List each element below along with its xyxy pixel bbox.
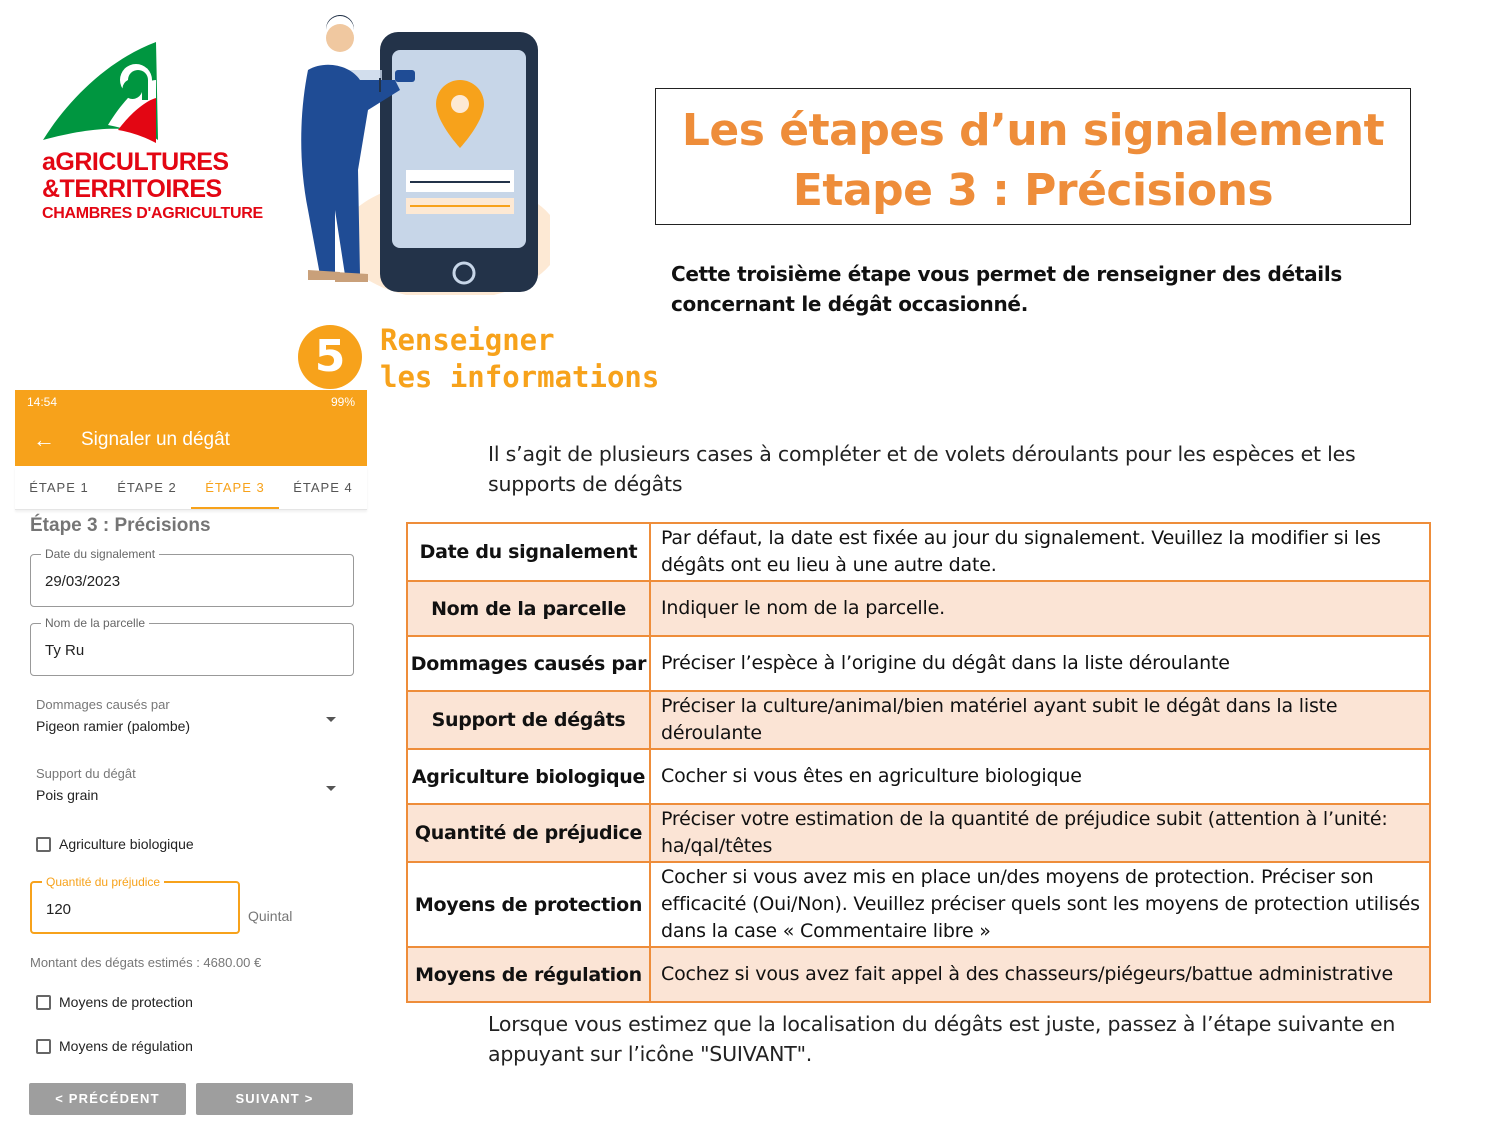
- logo-text: [42, 150, 263, 222]
- quantity-field[interactable]: [30, 875, 240, 934]
- support-select-value: Pois grain: [36, 787, 99, 803]
- dropdown-arrow-icon: [326, 717, 336, 722]
- row-text: Préciser l’espèce à l’origine du dégât dans la liste déroulante: [650, 636, 1430, 691]
- tab-etape-2[interactable]: ÉTAPE 2: [117, 480, 177, 495]
- regulation-label: Moyens de régulation: [59, 1038, 193, 1054]
- paragraph-next-step: Lorsque vous estimez que la localisation du dégâts est juste, passez à l’étape suivante en appuyant sur l’icône "SUIVANT".: [488, 1012, 1396, 1066]
- support-select-label: Support du dégât: [36, 766, 136, 781]
- row-label: Date du signalement: [407, 523, 650, 581]
- field-description-table: [406, 522, 1431, 1003]
- row-text: Cocher si vous avez mis en place un/des moyens de protection. Préciser son efficacité (Oui/Non). Veuillez préciser quels sont les moyens de protection utilisés dans la case « Commentaire libre »: [650, 862, 1430, 947]
- step-number-badge: 5: [298, 325, 362, 389]
- quantity-unit: Quintal: [248, 908, 293, 924]
- paragraph-fields: Il s’agit de plusieurs cases à compléter et de volets déroulants pour les espèces et les supports de dégâts: [488, 442, 1356, 496]
- row-label: Quantité de préjudice: [407, 804, 650, 862]
- logo-territoires: &TERRITOIRES: [42, 175, 222, 203]
- row-text: Cochez si vous avez fait appel à des chasseurs/piégeurs/battue administrative: [650, 947, 1430, 1002]
- dropdown-arrow-icon: [326, 786, 336, 791]
- tab-etape-4[interactable]: ÉTAPE 4: [293, 480, 353, 495]
- date-field-label: Date du signalement: [41, 547, 159, 561]
- row-text: Cocher si vous êtes en agriculture biologique: [650, 749, 1430, 804]
- tab-etape-3[interactable]: ÉTAPE 3: [191, 466, 279, 509]
- title-line1: Les étapes d’un signalement: [681, 105, 1385, 156]
- table-row: [407, 947, 1430, 1002]
- row-text: Par défaut, la date est fixée au jour du signalement. Veuillez la modifier si les dégâts ont eu lieu à une autre date.: [650, 523, 1430, 581]
- app-bar: [15, 414, 367, 466]
- parcel-field-value: Ty Ru: [45, 642, 85, 659]
- row-label: Nom de la parcelle: [407, 581, 650, 636]
- organic-label: Agriculture biologique: [59, 836, 194, 852]
- date-field-value: 29/03/2023: [45, 573, 121, 590]
- table-row: [407, 862, 1430, 947]
- status-bar: [15, 390, 367, 414]
- damage-select-value: Pigeon ramier (palombe): [36, 718, 191, 734]
- table-row: [407, 749, 1430, 804]
- row-label: Moyens de régulation: [407, 947, 650, 1002]
- screen-title: Étape 3 : Précisions: [30, 515, 211, 536]
- row-label: Dommages causés par: [407, 636, 650, 691]
- step-caption-line1: Renseigner: [380, 323, 555, 357]
- quantity-field-label: Quantité du préjudice: [42, 875, 164, 889]
- tab-etape-1[interactable]: ÉTAPE 1: [29, 480, 89, 495]
- protection-checkbox[interactable]: [36, 994, 193, 1010]
- step-caption: [380, 322, 659, 396]
- app-screenshot: [15, 390, 367, 1120]
- regulation-checkbox[interactable]: [36, 1038, 193, 1054]
- phone-man-illustration: [280, 10, 550, 295]
- parcel-field-label: Nom de la parcelle: [41, 616, 149, 630]
- checkbox-icon[interactable]: [36, 837, 51, 852]
- row-text: Préciser la culture/animal/bien matériel ayant subit le dégât dans la liste déroulante: [650, 691, 1430, 749]
- table-row: [407, 636, 1430, 691]
- logo-agricultures: GRICULTURES: [55, 148, 229, 176]
- table-row: [407, 691, 1430, 749]
- table-row: [407, 581, 1430, 636]
- protection-label: Moyens de protection: [59, 994, 193, 1010]
- logo-a: a: [42, 148, 56, 176]
- table-row: [407, 523, 1430, 581]
- row-text: Indiquer le nom de la parcelle.: [650, 581, 1430, 636]
- status-time: 14:54: [27, 395, 58, 409]
- status-battery: 99%: [330, 395, 355, 409]
- logo-chambres: CHAMBRES D'AGRICULTURE: [42, 205, 263, 222]
- organic-checkbox[interactable]: [36, 836, 194, 852]
- row-label: Moyens de protection: [407, 862, 650, 947]
- next-button[interactable]: SUIVANT >: [196, 1083, 353, 1115]
- damage-support-select[interactable]: [36, 766, 336, 814]
- row-label: Support de dégâts: [407, 691, 650, 749]
- step-tabs: [15, 466, 367, 510]
- damage-cause-select[interactable]: [36, 697, 336, 745]
- title-box: [655, 88, 1411, 225]
- row-text: Préciser votre estimation de la quantité de préjudice subit (attention à l’unité: ha/qal/têtes: [650, 804, 1430, 862]
- estimated-amount: Montant des dégats estimés : 4680.00 €: [30, 955, 262, 970]
- previous-button[interactable]: < PRÉCÉDENT: [29, 1083, 186, 1115]
- arrow-left-icon[interactable]: ←: [33, 427, 55, 452]
- app-title: Signaler un dégât: [81, 429, 230, 450]
- damage-select-label: Dommages causés par: [36, 697, 170, 712]
- title-line2: Etape 3 : Précisions: [792, 165, 1274, 216]
- step-caption-line2: les informations: [380, 360, 660, 394]
- intro-text: Cette troisième étape vous permet de renseigner des détails concernant le dégât occasionné.: [671, 262, 1343, 316]
- parcel-name-field[interactable]: [30, 616, 354, 676]
- quantity-field-value: 120: [46, 901, 72, 918]
- row-label: Agriculture biologique: [407, 749, 650, 804]
- table-row: [407, 804, 1430, 862]
- date-field[interactable]: [30, 547, 354, 607]
- checkbox-icon[interactable]: [36, 1039, 51, 1054]
- checkbox-icon[interactable]: [36, 995, 51, 1010]
